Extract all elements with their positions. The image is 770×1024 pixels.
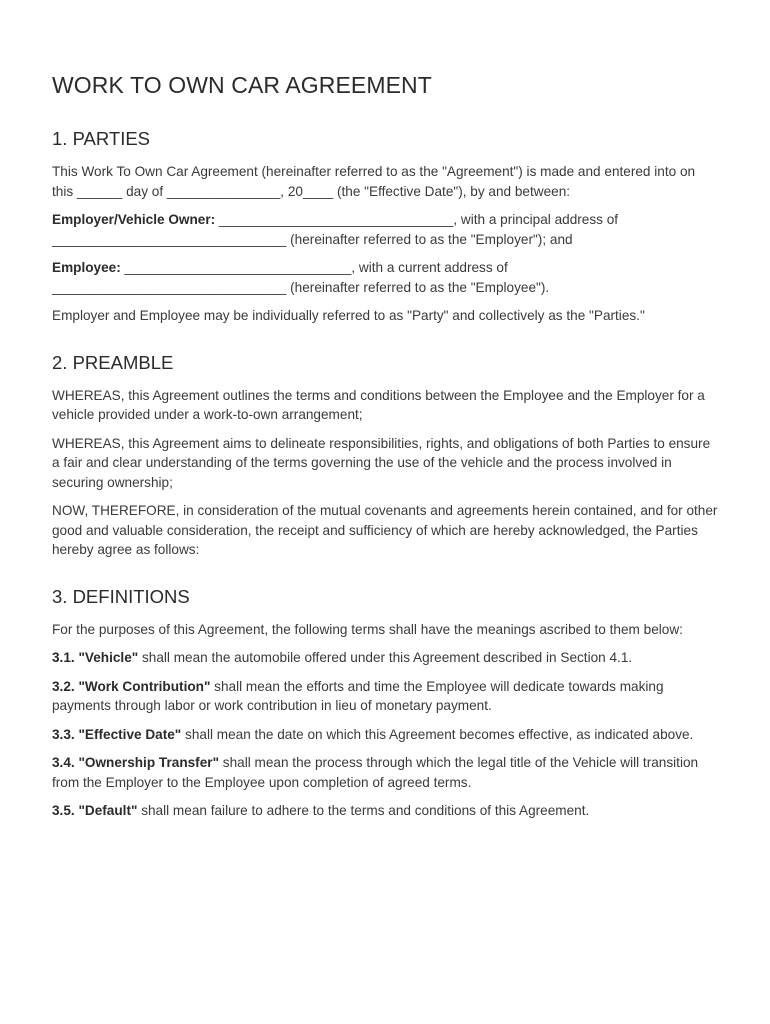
definition-item — [52, 801, 720, 821]
employee-text: ______________________________, with a current address of _______________________________ (hereinafter referred to as the "Employee"). — [52, 260, 550, 295]
employer-clause — [52, 210, 720, 249]
definition-term: 3.4. "Ownership Transfer" — [52, 755, 220, 770]
document-title: WORK TO OWN CAR AGREEMENT — [52, 72, 432, 98]
preamble-paragraph: WHEREAS, this Agreement aims to delineate responsibilities, rights, and obligations of both Parties to ensure a fair and clear understanding of the terms governing the use of the vehicle and the process involved in securing ownership; — [52, 435, 711, 490]
definition-term: 3.3. "Effective Date" — [52, 726, 182, 742]
definition-item — [52, 725, 720, 745]
definition-text: shall mean the date on which this Agreement becomes effective, as indicated above. — [181, 726, 694, 742]
definition-term: 3.2. "Work Contribution" — [52, 678, 211, 694]
employer-text: _______________________________, with a principal address of _______________________________ (hereinafter referred to as the "Employer"); and — [52, 212, 619, 247]
definition-text: shall mean failure to adhere to the terms and conditions of this Agreement. — [137, 803, 590, 818]
section-parties — [52, 126, 720, 326]
preamble-paragraph: WHEREAS, this Agreement outlines the terms and conditions between the Employee and the Employer for a vehicle provided under a work-to-own arrangement; — [52, 387, 705, 422]
definition-item — [52, 648, 720, 668]
employee-label: Employee: — [52, 260, 121, 275]
definition-item — [52, 753, 720, 792]
definition-term: 3.1. "Vehicle" — [52, 650, 139, 665]
section-preamble — [52, 350, 720, 560]
definition-term: 3.5. "Default" — [52, 803, 138, 818]
definition-text: shall mean the automobile offered under this Agreement described in Section 4.1. — [138, 650, 633, 665]
parties-intro: This Work To Own Car Agreement (hereinafter referred to as the "Agreement") is made and entered into on this ______ day of _______________, 20____ (the "Effective Date"), by and between: — [52, 164, 696, 199]
definition-text: shall mean the process through which the legal title of the Vehicle will transition from the Employer to the Employee upon completion of agreed terms. — [52, 755, 699, 790]
definition-text: shall mean the efforts and time the Employee will dedicate towards making payments through labor or work contribution in lieu of monetary payment. — [52, 678, 664, 713]
definition-item — [52, 677, 720, 716]
section-heading-definitions: 3. DEFINITIONS — [52, 585, 190, 607]
definitions-intro: For the purposes of this Agreement, the following terms shall have the meanings ascribed to them below: — [52, 621, 683, 637]
section-heading-preamble: 2. PREAMBLE — [52, 351, 174, 373]
section-definitions — [52, 584, 720, 821]
employee-clause — [52, 258, 720, 297]
section-heading-parties: 1. PARTIES — [52, 128, 151, 149]
parties-closing: Employer and Employee may be individually referred to as "Party" and collectively as the "Parties." — [52, 308, 645, 323]
employer-label: Employer/Vehicle Owner: — [52, 212, 216, 227]
preamble-paragraph: NOW, THEREFORE, in consideration of the mutual covenants and agreements herein contained, and for other good and valuable consideration, the receipt and sufficiency of which are hereby acknowledged, the Parties hereby agree as follows: — [52, 503, 718, 557]
